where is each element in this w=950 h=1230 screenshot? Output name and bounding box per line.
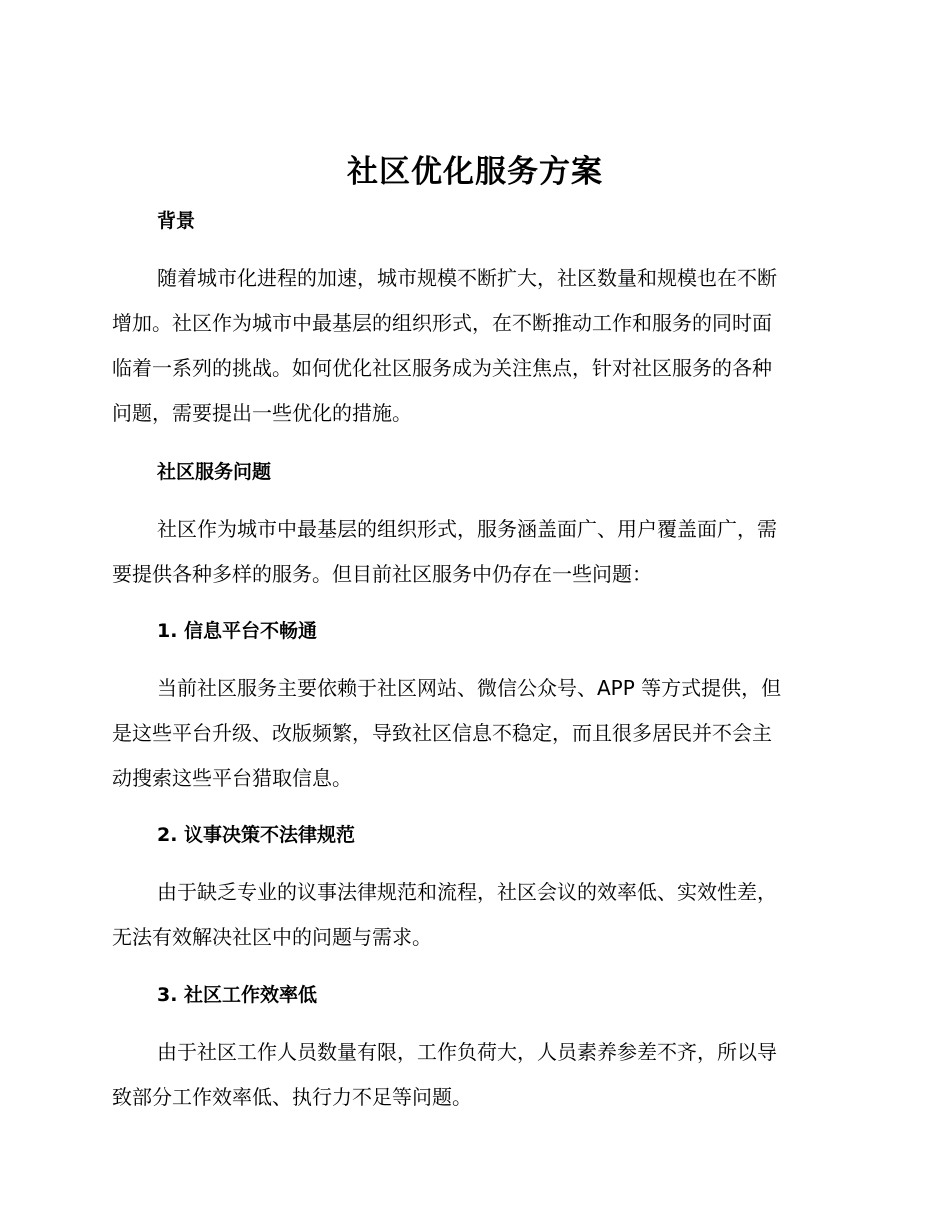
paragraph-line: 当前社区服务主要依赖于社区网站、微信公众号、APP 等方式提供，但	[157, 676, 782, 700]
paragraph-line: 动搜索这些平台猎取信息。	[112, 766, 352, 790]
paragraph-line: 由于社区工作人员数量有限，工作负荷大，人员素养参差不齐，所以导	[157, 1040, 777, 1064]
paragraph-line: 致部分工作效率低、执行力不足等问题。	[112, 1085, 472, 1109]
paragraph-line: 由于缺乏专业的议事法律规范和流程，社区会议的效率低、实效性差，	[157, 880, 777, 904]
paragraph-line: 要提供各种多样的服务。但目前社区服务中仍存在一些问题：	[112, 562, 652, 586]
paragraph-background	[112, 256, 842, 436]
paragraph-line: 问题，需要提出一些优化的措施。	[112, 401, 412, 425]
section-heading-item-3: 3. 社区工作效率低	[157, 984, 318, 1006]
paragraph-line: 无法有效解决社区中的问题与需求。	[112, 925, 432, 949]
section-heading-problems: 社区服务问题	[157, 461, 272, 483]
document-title: 社区优化服务方案	[347, 154, 603, 190]
paragraph-line: 增加。社区作为城市中最基层的组织形式，在不断推动工作和服务的同时面	[112, 311, 772, 335]
section-heading-background: 背景	[157, 210, 196, 232]
paragraph-problems	[112, 507, 842, 597]
paragraph-line: 随着城市化进程的加速，城市规模不断扩大，社区数量和规模也在不断	[157, 266, 777, 290]
section-heading-item-2: 2. 议事决策不法律规范	[157, 824, 356, 846]
paragraph-item-3	[112, 1030, 842, 1120]
paragraph-line: 是这些平台升级、改版频繁，导致社区信息不稳定，而且很多居民并不会主	[112, 721, 772, 745]
paragraph-line: 社区作为城市中最基层的组织形式，服务涵盖面广、用户覆盖面广，需	[157, 517, 777, 541]
paragraph-item-1	[112, 666, 842, 801]
paragraph-item-2	[112, 870, 842, 960]
section-heading-item-1: 1. 信息平台不畅通	[157, 620, 318, 642]
paragraph-line: 临着一系列的挑战。如何优化社区服务成为关注焦点，针对社区服务的各种	[112, 356, 772, 380]
